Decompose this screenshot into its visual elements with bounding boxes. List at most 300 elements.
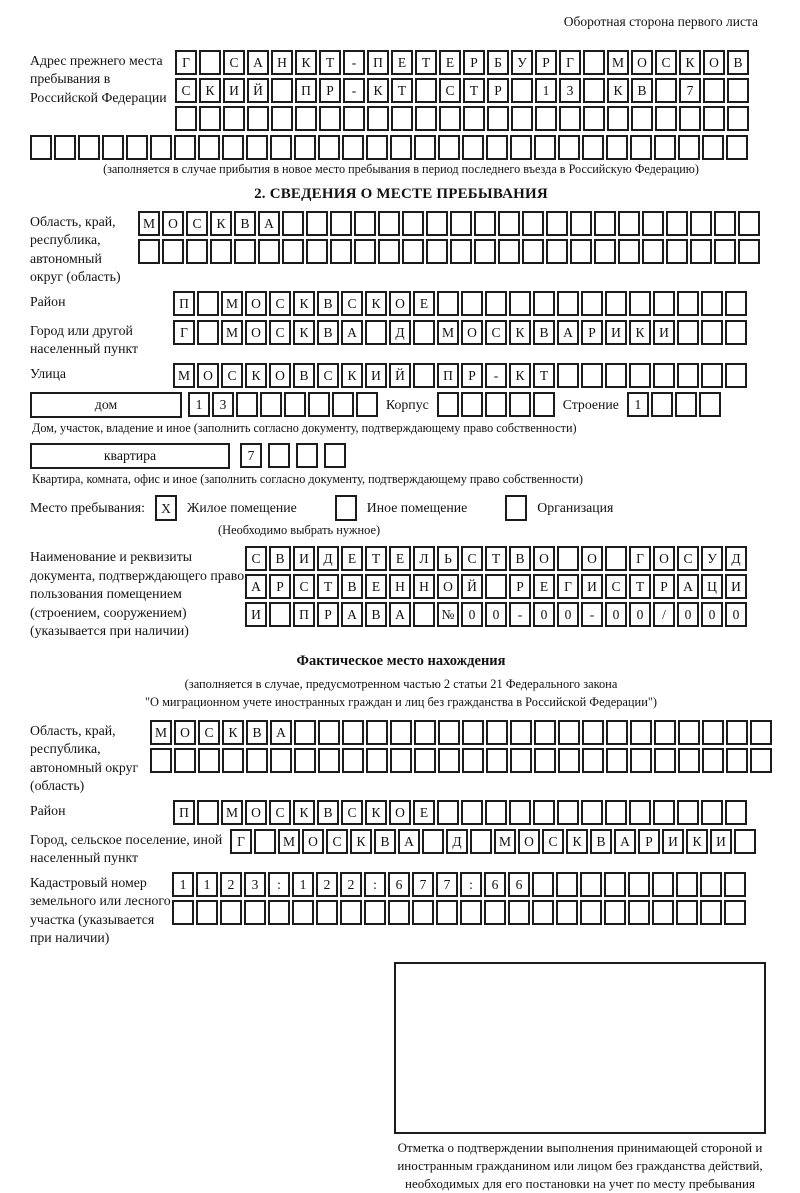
- char-cell: Д: [317, 546, 339, 571]
- char-cell: К: [350, 829, 372, 854]
- char-cell: Р: [509, 574, 531, 599]
- char-cell: [653, 291, 675, 316]
- char-cell: С: [341, 291, 363, 316]
- char-cell: [675, 392, 697, 417]
- char-cell: :: [460, 872, 482, 897]
- char-cell: Й: [461, 574, 483, 599]
- char-cell: [605, 800, 627, 825]
- char-cell: Р: [487, 78, 509, 103]
- char-cell: В: [631, 78, 653, 103]
- char-cell: К: [679, 50, 701, 75]
- prev-address-label: Адрес прежнего места пребывания в Российской Федерации: [30, 53, 167, 105]
- char-cell: И: [725, 574, 747, 599]
- char-cell: [654, 748, 676, 773]
- char-cell: [340, 900, 362, 925]
- char-cell: В: [509, 546, 531, 571]
- char-cell: Т: [629, 574, 651, 599]
- mesto-label: Место пребывания:: [30, 500, 145, 516]
- char-cell: [655, 78, 677, 103]
- char-cell: А: [258, 211, 280, 236]
- char-cell: В: [590, 829, 612, 854]
- char-cell: [498, 211, 520, 236]
- char-cell: [342, 720, 364, 745]
- char-cell: [727, 78, 749, 103]
- char-cell: 0: [533, 602, 555, 627]
- char-cell: 0: [605, 602, 627, 627]
- char-cell: [583, 78, 605, 103]
- char-cell: [271, 106, 293, 131]
- char-cell: [414, 748, 436, 773]
- char-cell: А: [341, 320, 363, 345]
- char-cell: [196, 900, 218, 925]
- char-cell: Л: [413, 546, 435, 571]
- char-cell: [678, 720, 700, 745]
- char-cell: [522, 239, 544, 264]
- char-cell: 7: [436, 872, 458, 897]
- char-cell: [727, 106, 749, 131]
- char-cell: [316, 900, 338, 925]
- kvartira-box: квартира: [30, 443, 230, 469]
- page-side-note: Оборотная сторона первого листа: [563, 14, 758, 29]
- char-cell: [332, 392, 354, 417]
- char-cell: С: [485, 320, 507, 345]
- char-cell: [414, 135, 436, 160]
- char-cell: [294, 748, 316, 773]
- char-cell: Р: [653, 574, 675, 599]
- char-cell: С: [269, 291, 291, 316]
- char-cell: [485, 291, 507, 316]
- char-cell: [236, 392, 258, 417]
- char-cell: [701, 291, 723, 316]
- char-cell: [484, 900, 506, 925]
- char-cell: [414, 720, 436, 745]
- char-cell: П: [293, 602, 315, 627]
- char-cell: Н: [389, 574, 411, 599]
- char-cell: [666, 239, 688, 264]
- char-cell: -: [581, 602, 603, 627]
- char-cell: [270, 135, 292, 160]
- char-cell: [532, 872, 554, 897]
- char-cell: 6: [484, 872, 506, 897]
- char-cell: С: [269, 320, 291, 345]
- char-cell: С: [655, 50, 677, 75]
- char-cell: [699, 392, 721, 417]
- char-cell: С: [542, 829, 564, 854]
- char-cell: [676, 872, 698, 897]
- char-cell: Й: [247, 78, 269, 103]
- char-cell: [703, 106, 725, 131]
- char-cell: С: [293, 574, 315, 599]
- char-cell: [413, 602, 435, 627]
- char-cell: [725, 291, 747, 316]
- char-cell: Р: [581, 320, 603, 345]
- documento-row-1: [245, 546, 747, 571]
- stamp-caption: Отметка о подтверждении выполнения принимающей стороной и иностранным гражданином или лицом без гражданства действий, необходимых для его постановки на учет по месту пребывания: [397, 1139, 763, 1192]
- ulitsa-label: Улица: [30, 365, 66, 381]
- char-cell: [618, 239, 640, 264]
- prev-address-row-4: [30, 135, 772, 160]
- oblast-label: Область, край, республика, автономный округ (область): [30, 213, 121, 285]
- char-cell: [607, 106, 629, 131]
- gorod-label: Город или другой населенный пункт: [30, 322, 139, 357]
- char-cell: Д: [725, 546, 747, 571]
- char-cell: [462, 720, 484, 745]
- char-cell: [220, 900, 242, 925]
- char-cell: Д: [389, 320, 411, 345]
- char-cell: [436, 900, 458, 925]
- char-cell: [324, 443, 346, 468]
- char-cell: [388, 900, 410, 925]
- char-cell: Т: [463, 78, 485, 103]
- char-cell: [630, 720, 652, 745]
- char-cell: А: [557, 320, 579, 345]
- char-cell: [461, 392, 483, 417]
- option-organizaciya-label: Организация: [537, 500, 614, 516]
- char-cell: [498, 239, 520, 264]
- char-cell: [582, 748, 604, 773]
- char-cell: [750, 720, 772, 745]
- char-cell: [509, 392, 531, 417]
- char-cell: 2: [316, 872, 338, 897]
- char-cell: 7: [412, 872, 434, 897]
- char-cell: [750, 748, 772, 773]
- char-cell: П: [173, 291, 195, 316]
- char-cell: [162, 239, 184, 264]
- mesto-note: (Необходимо выбрать нужное): [218, 523, 381, 538]
- char-cell: В: [341, 574, 363, 599]
- char-cell: О: [174, 720, 196, 745]
- char-cell: [535, 106, 557, 131]
- char-cell: [556, 900, 578, 925]
- char-cell: О: [518, 829, 540, 854]
- checkbox-inoe: [335, 495, 357, 521]
- stroenie-cells: [627, 392, 721, 417]
- char-cell: И: [245, 602, 267, 627]
- char-cell: У: [701, 546, 723, 571]
- char-cell: [677, 363, 699, 388]
- char-cell: №: [437, 602, 459, 627]
- kadastr-row-1: [172, 872, 746, 897]
- dom-caption: Дом, участок, владение и иное (заполнить согласно документу, подтверждающему право собственности): [32, 420, 577, 435]
- fact-gorod-row: [230, 829, 756, 854]
- char-cell: [306, 211, 328, 236]
- char-cell: В: [317, 800, 339, 825]
- char-cell: В: [293, 363, 315, 388]
- char-cell: К: [566, 829, 588, 854]
- char-cell: [354, 211, 376, 236]
- char-cell: [413, 320, 435, 345]
- char-cell: [702, 135, 724, 160]
- char-cell: [629, 363, 651, 388]
- char-cell: [510, 135, 532, 160]
- char-cell: О: [437, 574, 459, 599]
- char-cell: Б: [487, 50, 509, 75]
- char-cell: [366, 748, 388, 773]
- char-cell: [378, 211, 400, 236]
- char-cell: [557, 363, 579, 388]
- char-cell: [510, 748, 532, 773]
- checkbox-zhiloe: X: [155, 495, 177, 521]
- oblast-row-2: [138, 239, 760, 264]
- char-cell: [412, 900, 434, 925]
- char-cell: С: [186, 211, 208, 236]
- char-cell: [199, 106, 221, 131]
- char-cell: [138, 239, 160, 264]
- prev-address-caption: (заполняется в случае прибытия в новое место пребывания в период последнего въезда в Российскую Федерацию): [103, 162, 699, 176]
- char-cell: [629, 800, 651, 825]
- char-cell: [260, 392, 282, 417]
- char-cell: Р: [461, 363, 483, 388]
- char-cell: 2: [220, 872, 242, 897]
- char-cell: С: [461, 546, 483, 571]
- char-cell: 1: [172, 872, 194, 897]
- char-cell: [390, 748, 412, 773]
- char-cell: [714, 239, 736, 264]
- char-cell: [653, 800, 675, 825]
- char-cell: А: [270, 720, 292, 745]
- fact-gorod-label: Город, сельское поселение, иной населенный пункт: [30, 831, 223, 866]
- char-cell: [594, 211, 616, 236]
- char-cell: [246, 135, 268, 160]
- char-cell: [581, 291, 603, 316]
- char-cell: [738, 211, 760, 236]
- char-cell: [246, 748, 268, 773]
- rayon-field: [30, 291, 772, 316]
- rayon-label: Район: [30, 293, 66, 309]
- fact-gorod-field: [30, 829, 772, 868]
- char-cell: [583, 50, 605, 75]
- char-cell: Е: [391, 50, 413, 75]
- char-cell: М: [150, 720, 172, 745]
- char-cell: [631, 106, 653, 131]
- char-cell: Е: [439, 50, 461, 75]
- prev-address-row-1: [175, 50, 749, 75]
- char-cell: М: [494, 829, 516, 854]
- char-cell: К: [245, 363, 267, 388]
- char-cell: 1: [196, 872, 218, 897]
- char-cell: [356, 392, 378, 417]
- char-cell: К: [341, 363, 363, 388]
- char-cell: Е: [341, 546, 363, 571]
- char-cell: О: [461, 320, 483, 345]
- char-cell: Р: [463, 50, 485, 75]
- char-cell: К: [367, 78, 389, 103]
- char-cell: Р: [317, 602, 339, 627]
- char-cell: [462, 748, 484, 773]
- char-cell: Р: [638, 829, 660, 854]
- char-cell: [533, 392, 555, 417]
- char-cell: А: [398, 829, 420, 854]
- char-cell: [605, 546, 627, 571]
- char-cell: Е: [413, 291, 435, 316]
- char-cell: И: [710, 829, 732, 854]
- char-cell: [175, 106, 197, 131]
- char-cell: [618, 211, 640, 236]
- char-cell: [714, 211, 736, 236]
- char-cell: У: [511, 50, 533, 75]
- char-cell: А: [614, 829, 636, 854]
- char-cell: Ц: [701, 574, 723, 599]
- char-cell: [308, 392, 330, 417]
- char-cell: [296, 443, 318, 468]
- oblast-field: [30, 211, 772, 287]
- char-cell: [654, 135, 676, 160]
- fact-notes: [30, 676, 772, 712]
- char-cell: [557, 291, 579, 316]
- char-cell: [508, 900, 530, 925]
- char-cell: [364, 900, 386, 925]
- char-cell: О: [653, 546, 675, 571]
- char-cell: [222, 135, 244, 160]
- char-cell: [533, 800, 555, 825]
- char-cell: 6: [388, 872, 410, 897]
- char-cell: Е: [365, 574, 387, 599]
- char-cell: [210, 239, 232, 264]
- char-cell: [655, 106, 677, 131]
- char-cell: П: [437, 363, 459, 388]
- char-cell: О: [197, 363, 219, 388]
- char-cell: [738, 239, 760, 264]
- char-cell: И: [653, 320, 675, 345]
- char-cell: [652, 900, 674, 925]
- char-cell: [583, 106, 605, 131]
- char-cell: И: [293, 546, 315, 571]
- char-cell: Г: [230, 829, 252, 854]
- char-cell: В: [317, 291, 339, 316]
- char-cell: [402, 239, 424, 264]
- char-cell: [437, 291, 459, 316]
- char-cell: [422, 829, 444, 854]
- char-cell: К: [365, 800, 387, 825]
- char-cell: [390, 720, 412, 745]
- char-cell: М: [221, 320, 243, 345]
- char-cell: М: [173, 363, 195, 388]
- char-cell: Г: [629, 546, 651, 571]
- char-cell: [450, 239, 472, 264]
- char-cell: К: [629, 320, 651, 345]
- char-cell: [402, 211, 424, 236]
- char-cell: М: [278, 829, 300, 854]
- char-cell: [284, 392, 306, 417]
- char-cell: [485, 392, 507, 417]
- char-cell: [690, 211, 712, 236]
- char-cell: И: [605, 320, 627, 345]
- fact-rayon-field: [30, 800, 772, 825]
- documento-label: Наименование и реквизиты документа, подтверждающего право пользования помещением (строением, сооружением) (указывается при наличии): [30, 549, 245, 639]
- prev-address-row-3: [175, 106, 749, 131]
- char-cell: [511, 106, 533, 131]
- char-cell: [677, 291, 699, 316]
- char-cell: [606, 748, 628, 773]
- char-cell: К: [222, 720, 244, 745]
- oblast-row-1: [138, 211, 760, 236]
- char-cell: Т: [415, 50, 437, 75]
- char-cell: К: [199, 78, 221, 103]
- char-cell: [701, 363, 723, 388]
- char-cell: [198, 135, 220, 160]
- char-cell: [198, 748, 220, 773]
- char-cell: [676, 900, 698, 925]
- stroenie-label: Строение: [562, 396, 619, 412]
- char-cell: [342, 135, 364, 160]
- char-cell: [54, 135, 76, 160]
- char-cell: И: [581, 574, 603, 599]
- char-cell: [487, 106, 509, 131]
- char-cell: [343, 106, 365, 131]
- char-cell: [677, 320, 699, 345]
- char-cell: [378, 239, 400, 264]
- char-cell: П: [295, 78, 317, 103]
- char-cell: С: [677, 546, 699, 571]
- char-cell: [222, 748, 244, 773]
- char-cell: [534, 135, 556, 160]
- char-cell: Р: [535, 50, 557, 75]
- char-cell: К: [293, 800, 315, 825]
- char-cell: [413, 363, 435, 388]
- char-cell: [606, 720, 628, 745]
- char-cell: 0: [677, 602, 699, 627]
- char-cell: [582, 720, 604, 745]
- char-cell: [318, 748, 340, 773]
- char-cell: [172, 900, 194, 925]
- char-cell: О: [389, 800, 411, 825]
- kvartira-row: [30, 443, 772, 469]
- rayon-row: [173, 291, 747, 316]
- char-cell: В: [374, 829, 396, 854]
- fact-oblast-grid: [150, 720, 772, 773]
- char-cell: В: [533, 320, 555, 345]
- documento-field: [30, 546, 772, 640]
- char-cell: 0: [557, 602, 579, 627]
- char-cell: [534, 720, 556, 745]
- char-cell: [642, 239, 664, 264]
- char-cell: [295, 106, 317, 131]
- documento-row-3: [245, 602, 747, 627]
- char-cell: [726, 135, 748, 160]
- char-cell: [474, 239, 496, 264]
- char-cell: 3: [244, 872, 266, 897]
- char-cell: О: [631, 50, 653, 75]
- char-cell: [605, 291, 627, 316]
- char-cell: [486, 720, 508, 745]
- char-cell: К: [295, 50, 317, 75]
- char-cell: С: [223, 50, 245, 75]
- char-cell: -: [485, 363, 507, 388]
- char-cell: К: [509, 320, 531, 345]
- char-cell: С: [221, 363, 243, 388]
- char-cell: [486, 135, 508, 160]
- char-cell: А: [245, 574, 267, 599]
- char-cell: И: [365, 363, 387, 388]
- dom-row: [30, 392, 772, 418]
- char-cell: С: [317, 363, 339, 388]
- char-cell: [294, 720, 316, 745]
- char-cell: [439, 106, 461, 131]
- char-cell: [558, 720, 580, 745]
- char-cell: К: [686, 829, 708, 854]
- dom-box: дом: [30, 392, 182, 418]
- char-cell: [653, 363, 675, 388]
- char-cell: [726, 748, 748, 773]
- ulitsa-field: [30, 363, 772, 388]
- char-cell: -: [343, 78, 365, 103]
- char-cell: О: [533, 546, 555, 571]
- char-cell: [78, 135, 100, 160]
- char-cell: А: [677, 574, 699, 599]
- char-cell: [258, 239, 280, 264]
- char-cell: М: [221, 291, 243, 316]
- char-cell: [581, 363, 603, 388]
